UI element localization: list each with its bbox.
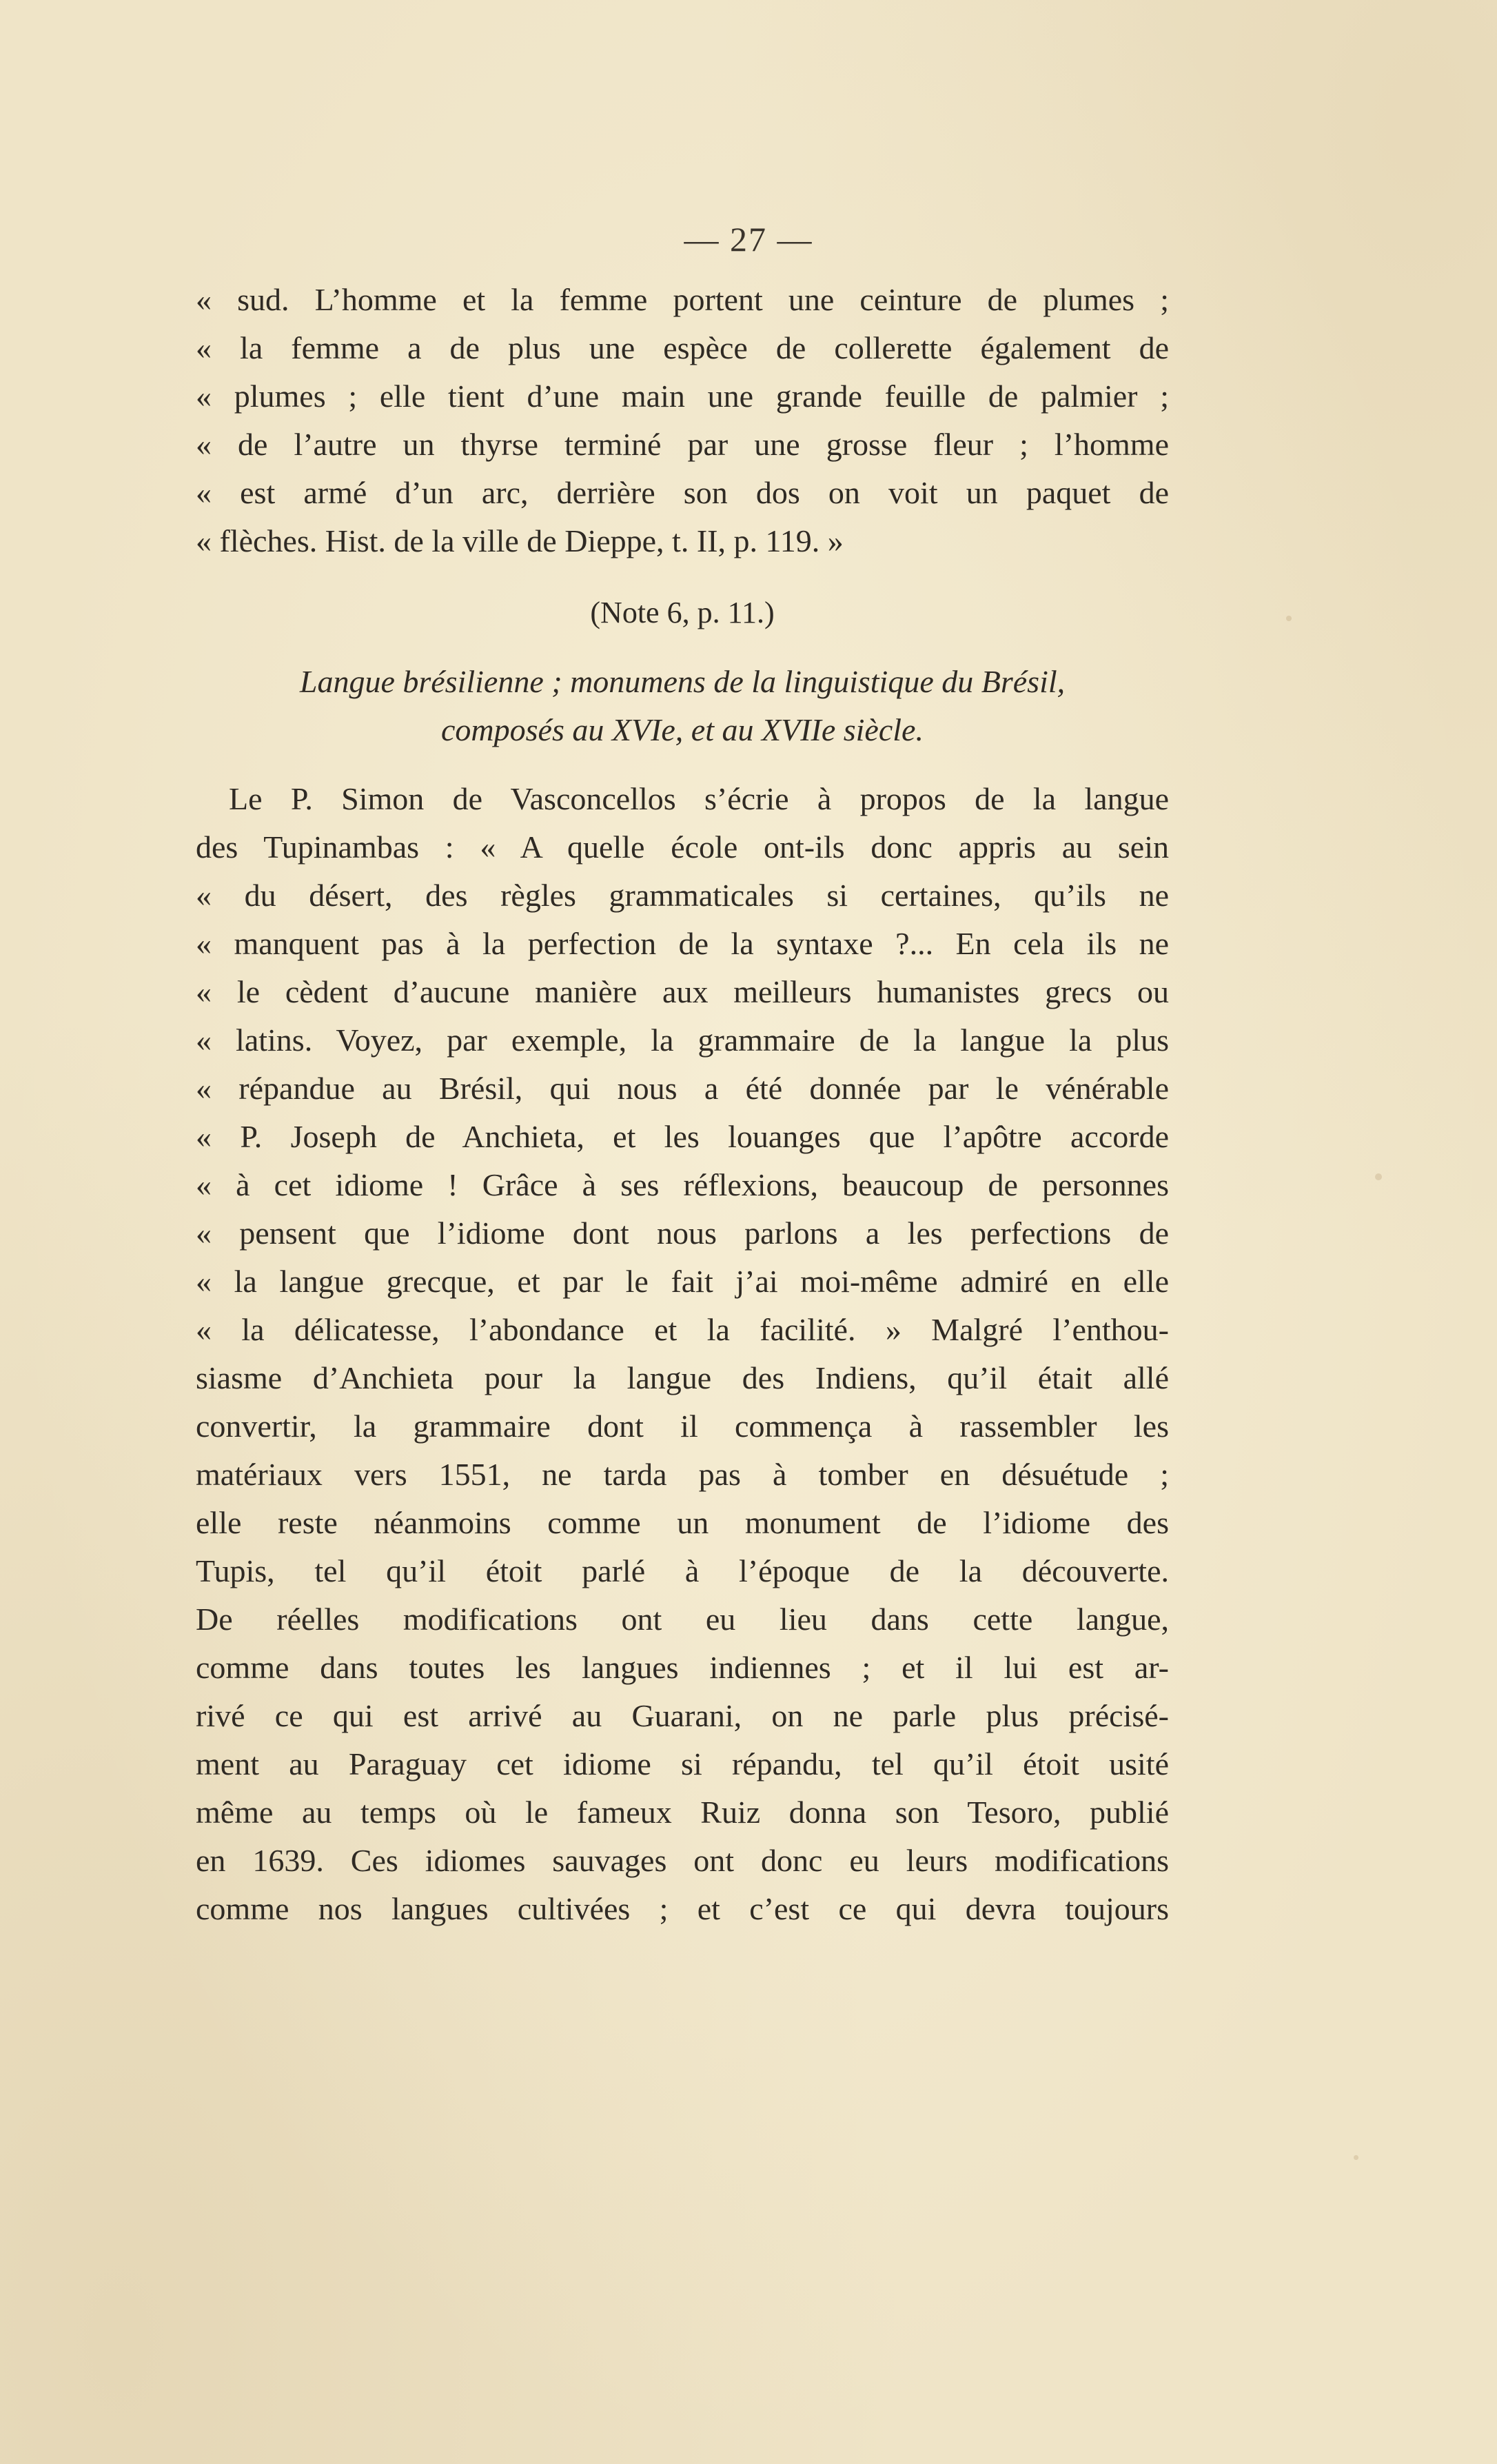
text-line: comme dans toutes les langues indiennes ; et il lui est ar- [196, 1650, 1169, 1685]
text-line: « du désert, des règles grammaticales si certaines, qu’ils ne [196, 878, 1169, 913]
text-line: « de l’autre un thyrse terminé par une grosse fleur ; l’homme [196, 427, 1169, 462]
section-title [196, 658, 1169, 754]
text-line: ment au Paraguay cet idiome si répandu, tel qu’il étoit usité [196, 1746, 1169, 1781]
text-line: convertir, la grammaire dont il commença à rassembler les [196, 1408, 1169, 1444]
paper-spot [1375, 1173, 1382, 1180]
text-line: « manquent pas à la perfection de la syntaxe ?... En cela ils ne [196, 926, 1169, 961]
text-line: rivé ce qui est arrivé au Guarani, on ne parle plus précisé- [196, 1698, 1169, 1733]
text-line: « la délicatesse, l’abondance et la facilité. » Malgré l’enthou- [196, 1312, 1169, 1347]
text-line: en 1639. Ces idiomes sauvages ont donc eu leurs modifications [196, 1843, 1169, 1878]
text-line: même au temps où le fameux Ruiz donna son Tesoro, publié [196, 1795, 1169, 1830]
text-line: comme nos langues cultivées ; et c’est ce qui devra toujours [196, 1891, 1169, 1926]
spacer [196, 565, 1169, 589]
text-line: « P. Joseph de Anchieta, et les louanges que l’apôtre accorde [196, 1119, 1169, 1154]
text-line: « pensent que l’idiome dont nous parlons a les perfections de [196, 1215, 1169, 1251]
note-label: (Note 6, p. 11.) [590, 596, 775, 629]
text-line: matériaux vers 1551, ne tarda pas à tomber en désuétude ; [196, 1457, 1169, 1492]
text-line: « est armé d’un arc, derrière son dos on voit un paquet de [196, 475, 1169, 510]
section-title-line: composés au XVIe, et au XVIIe siècle. [441, 712, 924, 747]
text-line: « la femme a de plus une espèce de collerette également de [196, 330, 1169, 365]
paper-spot [1354, 2155, 1358, 2160]
text-block [196, 276, 1169, 1933]
text-line: des Tupinambas : « A quelle école ont-ils donc appris au sein [196, 829, 1169, 865]
text-line: De réelles modifications ont eu lieu dans cette langue, [196, 1602, 1169, 1637]
text-line: Le P. Simon de Vasconcellos s’écrie à propos de la langue [229, 781, 1169, 816]
text-line: siasme d’Anchieta pour la langue des Indiens, qu’il était allé [196, 1360, 1169, 1395]
text-line: « la langue grecque, et par le fait j’ai moi-même admiré en elle [196, 1264, 1169, 1299]
spacer [196, 637, 1169, 658]
text-line: « sud. L’homme et la femme portent une ceinture de plumes ; [196, 282, 1169, 317]
quote-paragraph [196, 276, 1169, 565]
spacer [196, 754, 1169, 775]
text-line: Tupis, tel qu’il étoit parlé à l’époque de la découverte. [196, 1553, 1169, 1588]
page-number: — 27 — [684, 220, 813, 259]
text-line: « à cet idiome ! Grâce à ses réflexions, beaucoup de personnes [196, 1167, 1169, 1202]
text-line: « latins. Voyez, par exemple, la grammaire de la langue la plus [196, 1022, 1169, 1058]
text-line: elle reste néanmoins comme un monument de l’idiome des [196, 1505, 1169, 1540]
section-title-line: Langue brésilienne ; monumens de la linguistique du Brésil, [299, 664, 1066, 699]
body-paragraph [196, 775, 1169, 1933]
text-line: « plumes ; elle tient d’une main une grande feuille de palmier ; [196, 378, 1169, 414]
text-line: « le cèdent d’aucune manière aux meilleurs humanistes grecs ou [196, 974, 1169, 1009]
text-line: « flèches. Hist. de la ville de Dieppe, t. II, p. 119. » [196, 523, 844, 558]
text-line: « répandue au Brésil, qui nous a été donnée par le vénérable [196, 1071, 1169, 1106]
paper-spot [1286, 616, 1292, 621]
